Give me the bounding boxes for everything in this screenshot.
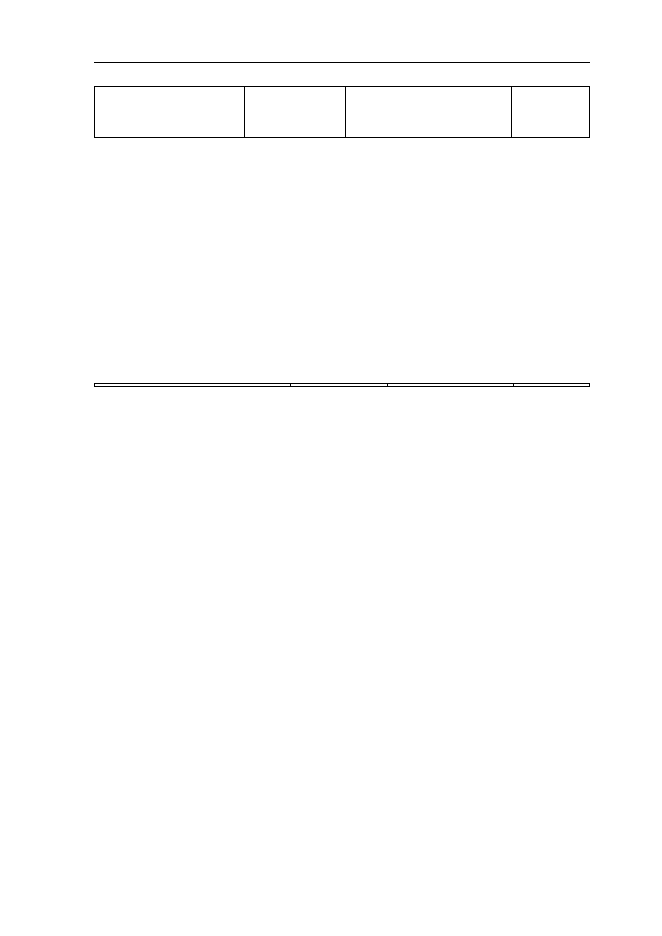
table-header-row xyxy=(95,384,590,387)
table-header-cell xyxy=(512,87,590,138)
table-header-cell xyxy=(388,384,514,387)
header-divider xyxy=(94,62,590,63)
non-recurring-items-table xyxy=(94,383,590,387)
table-header-cell xyxy=(514,384,590,387)
table-header-cell xyxy=(244,87,346,138)
table-subheader-row xyxy=(95,87,590,138)
table-header-cell xyxy=(346,87,512,138)
table-header-cell xyxy=(95,384,291,387)
applicability-selector xyxy=(104,352,108,365)
table-cell xyxy=(95,87,245,138)
table-header-cell xyxy=(290,384,388,387)
key-financial-data-table xyxy=(94,86,590,138)
